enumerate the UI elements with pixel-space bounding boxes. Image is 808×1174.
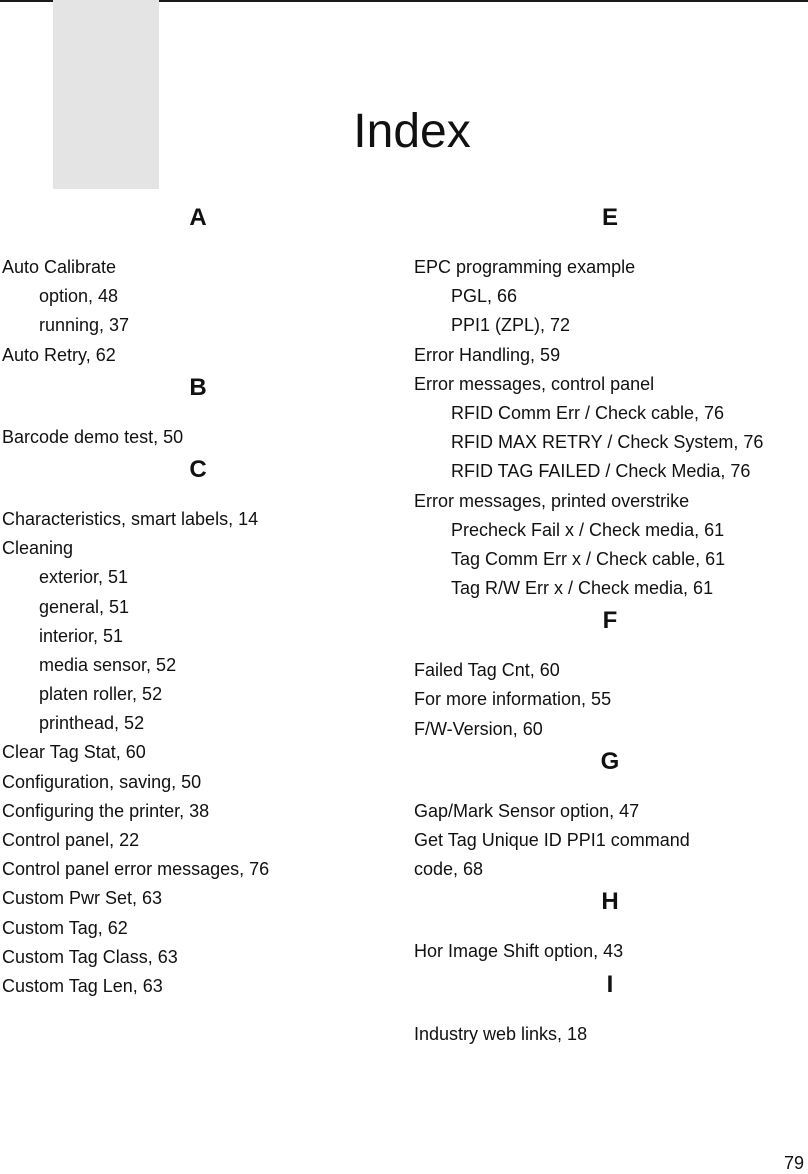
- index-subentry: exterior, 51: [39, 567, 129, 588]
- page-title: Index: [353, 105, 471, 159]
- index-subentry: PGL, 66: [451, 286, 518, 307]
- page-number: 79: [783, 1153, 804, 1173]
- index-subentry: Tag Comm Err x / Check cable, 61: [451, 548, 726, 569]
- index-entry: Control panel error messages, 76: [2, 859, 270, 880]
- index-subentry: option, 48: [39, 286, 119, 307]
- section-letter: G: [600, 747, 620, 775]
- index-subentry: RFID Comm Err / Check cable, 76: [451, 402, 725, 423]
- index-entry: Clear Tag Stat, 60: [2, 742, 146, 763]
- index-entry: Industry web links, 18: [414, 1023, 588, 1044]
- index-subentry: media sensor, 52: [39, 654, 177, 675]
- index-entry: Custom Pwr Set, 63: [2, 888, 163, 909]
- index-entry: Custom Tag, 62: [2, 917, 128, 938]
- index-subentry: interior, 51: [39, 625, 124, 646]
- index-entry: Auto Calibrate: [2, 257, 117, 277]
- section-letter: C: [189, 455, 207, 483]
- index-subentry: printhead, 52: [39, 713, 145, 734]
- index-entry: Barcode demo test, 50: [2, 426, 184, 447]
- index-subentry: RFID TAG FAILED / Check Media, 76: [451, 461, 751, 482]
- section-letter: I: [606, 970, 614, 998]
- index-entry: EPC programming example: [414, 257, 636, 277]
- index-entry: Configuration, saving, 50: [2, 771, 202, 792]
- index-entry: Gap/Mark Sensor option, 47: [414, 800, 640, 821]
- index-entry: Characteristics, smart labels, 14: [2, 508, 259, 529]
- index-subentry: Tag R/W Err x / Check media, 61: [451, 578, 714, 599]
- index-column-right: [414, 200, 808, 1049]
- index-entry: Configuring the printer, 38: [2, 800, 210, 821]
- section-letter: A: [189, 204, 207, 231]
- index-entry: Get Tag Unique ID PPI1 command: [414, 830, 690, 850]
- index-entry: For more information, 55: [414, 689, 612, 710]
- index-entry: Custom Tag Class, 63: [2, 946, 178, 967]
- index-column-left: [2, 200, 397, 1001]
- index-entry: Hor Image Shift option, 43: [414, 941, 624, 962]
- section-letter: E: [601, 204, 618, 231]
- index-subentry: PPI1 (ZPL), 72: [451, 315, 571, 336]
- index-entry: Error Handling, 59: [414, 344, 561, 365]
- index-entry: F/W-Version, 60: [414, 718, 543, 739]
- index-entry: Failed Tag Cnt, 60: [414, 660, 560, 681]
- chapter-tab: [53, 0, 159, 189]
- index-entry: Error messages, control panel: [414, 373, 655, 394]
- index-subentry: platen roller, 52: [39, 684, 163, 705]
- index-subentry: running, 37: [39, 315, 130, 336]
- index-entry: code, 68: [414, 859, 484, 880]
- index-entry: Error messages, printed overstrike: [414, 490, 690, 511]
- index-entry: Auto Retry, 62: [2, 344, 116, 365]
- index-entry: Custom Tag Len, 63: [2, 975, 163, 996]
- index-entry: Cleaning: [2, 538, 74, 559]
- section-letter: B: [189, 373, 207, 401]
- section-letter: H: [601, 888, 619, 916]
- index-subentry: general, 51: [39, 596, 130, 617]
- index-entry: Control panel, 22: [2, 830, 140, 850]
- index-subentry: RFID MAX RETRY / Check System, 76: [451, 432, 764, 453]
- section-letter: F: [602, 607, 618, 635]
- index-subentry: Precheck Fail x / Check media, 61: [451, 519, 725, 540]
